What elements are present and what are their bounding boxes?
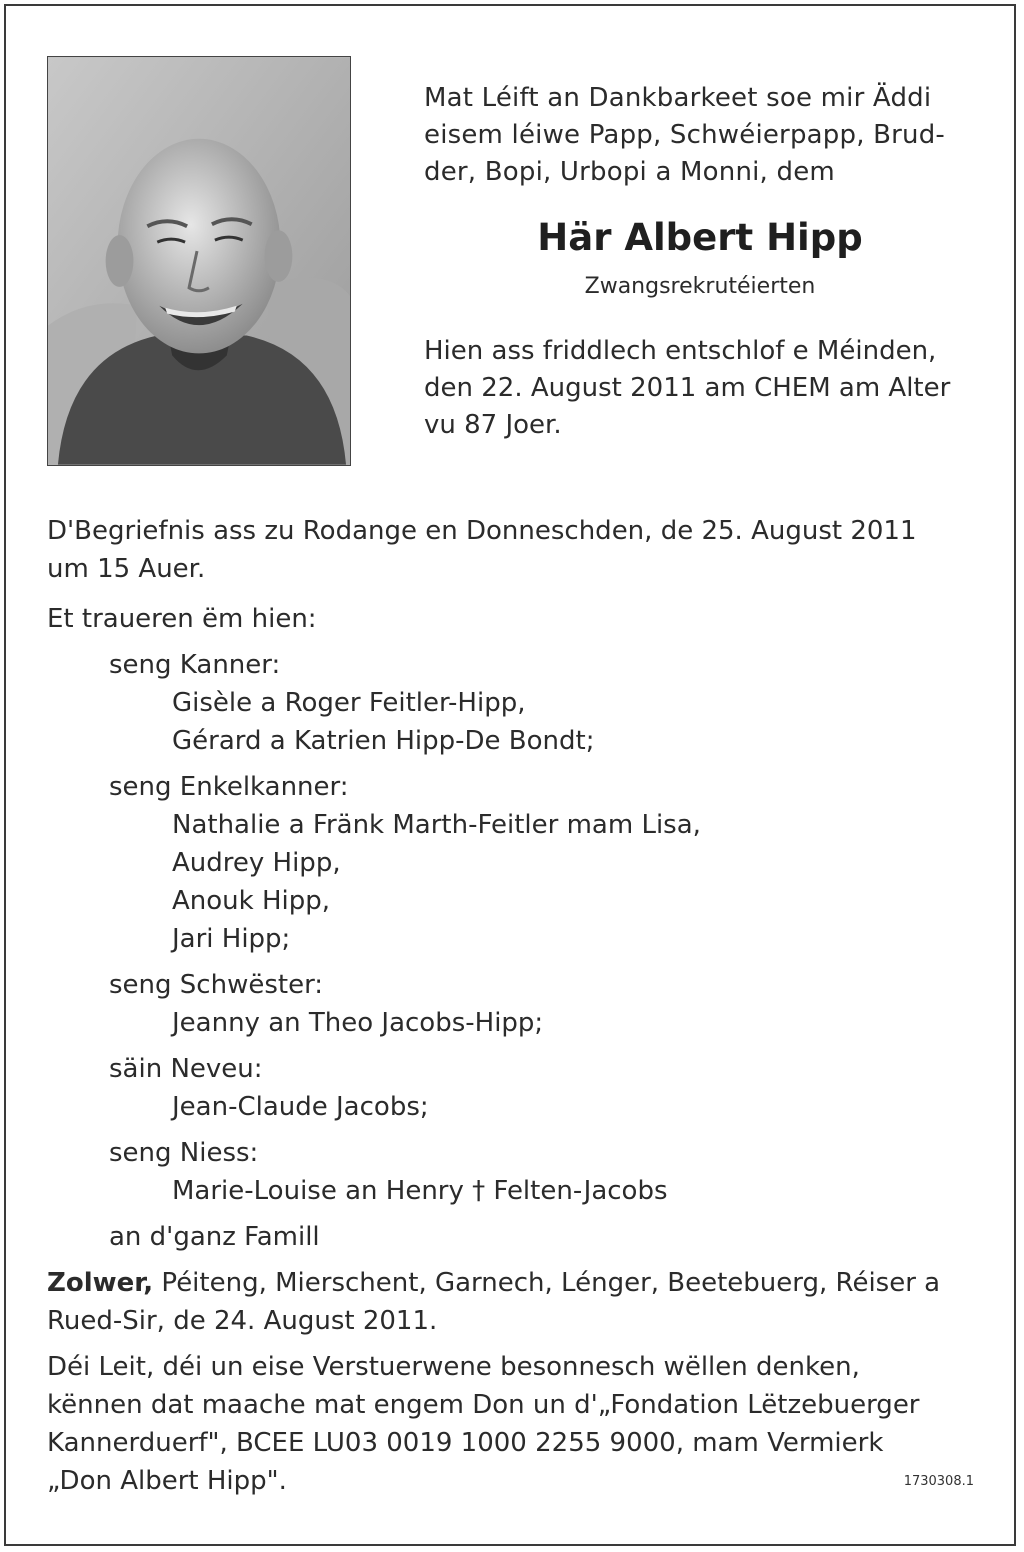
portrait-photo: [47, 56, 351, 466]
mourners-intro: Et traueren ëm hien:: [47, 604, 317, 634]
intro-line: der, Bopi, Urbopi a Monni, dem: [424, 157, 835, 187]
funeral-text: D'Begriefnis ass zu Rodange en Donneschden, de 25. August 2011: [47, 516, 917, 546]
family-line: an d'ganz Famill: [109, 1222, 320, 1252]
places-line: [47, 1264, 977, 1302]
notice-body: [47, 512, 977, 1500]
donation-line: kënnen dat maache mat engem Don un d'„Fondation Lëtzebuerger: [47, 1390, 920, 1420]
intro-text: [424, 80, 976, 191]
group-member: Jari Hipp;: [172, 924, 291, 954]
mourner-group: [47, 966, 977, 1042]
donation-line: Kannerduerf", BCEE LU03 0019 1000 2255 9000, mam Vermierk: [47, 1428, 884, 1458]
donation-line: Déi Leit, déi un eise Verstuerwene besonnesch wëllen denken,: [47, 1352, 860, 1382]
places-line: Rued-Sir, de 24. August 2011.: [47, 1306, 438, 1336]
death-line: den 22. August 2011 am CHEM am Alter: [424, 373, 951, 403]
group-member: Gérard a Katrien Hipp-De Bondt;: [172, 726, 595, 756]
group-member: Anouk Hipp,: [172, 886, 331, 916]
death-text: [424, 333, 976, 444]
mourner-group: [47, 1134, 977, 1210]
places-block: [47, 1264, 977, 1340]
portrait-photo-icon: [48, 57, 350, 465]
deceased-name: Här Albert Hipp: [537, 216, 863, 259]
funeral-line: um 15 Auer.: [47, 554, 206, 584]
mourner-group: [47, 1050, 977, 1126]
funeral-line: [47, 512, 977, 550]
deceased-role: Zwangsrekrutéierten: [584, 274, 816, 299]
group-member: Gisèle a Roger Feitler-Hipp,: [172, 688, 526, 718]
group-title: seng Kanner:: [109, 650, 281, 680]
reference-number: 1730308.1: [903, 1474, 974, 1489]
group-title: seng Schwëster:: [109, 970, 324, 1000]
donation-line: „Don Albert Hipp".: [47, 1466, 287, 1496]
group-member: Jeanny an Theo Jacobs-Hipp;: [172, 1008, 544, 1038]
place-bold: Zolwer,: [47, 1268, 154, 1298]
mourner-group: [47, 768, 977, 958]
death-line: vu 87 Joer.: [424, 410, 562, 440]
mourner-group: [47, 646, 977, 760]
intro-line: eisem léiwe Papp, Schwéierpapp, Brud-: [424, 120, 946, 150]
group-member: Jean-Claude Jacobs;: [172, 1092, 429, 1122]
place-rest: Péiteng, Mierschent, Garnech, Lénger, Beetebuerg, Réiser a: [153, 1268, 941, 1298]
group-title: seng Niess:: [109, 1138, 259, 1168]
group-title: seng Enkelkanner:: [109, 772, 349, 802]
intro-line: Mat Léift an Dankbarkeet soe mir Äddi: [424, 83, 932, 113]
group-member: Nathalie a Fränk Marth-Feitler mam Lisa,: [172, 810, 701, 840]
group-member: Audrey Hipp,: [172, 848, 341, 878]
group-title: säin Neveu:: [109, 1054, 263, 1084]
donation-block: [47, 1348, 977, 1500]
death-line: Hien ass friddlech entschlof e Méinden,: [424, 336, 937, 366]
group-member: Marie-Louise an Henry † Felten-Jacobs: [172, 1176, 668, 1206]
